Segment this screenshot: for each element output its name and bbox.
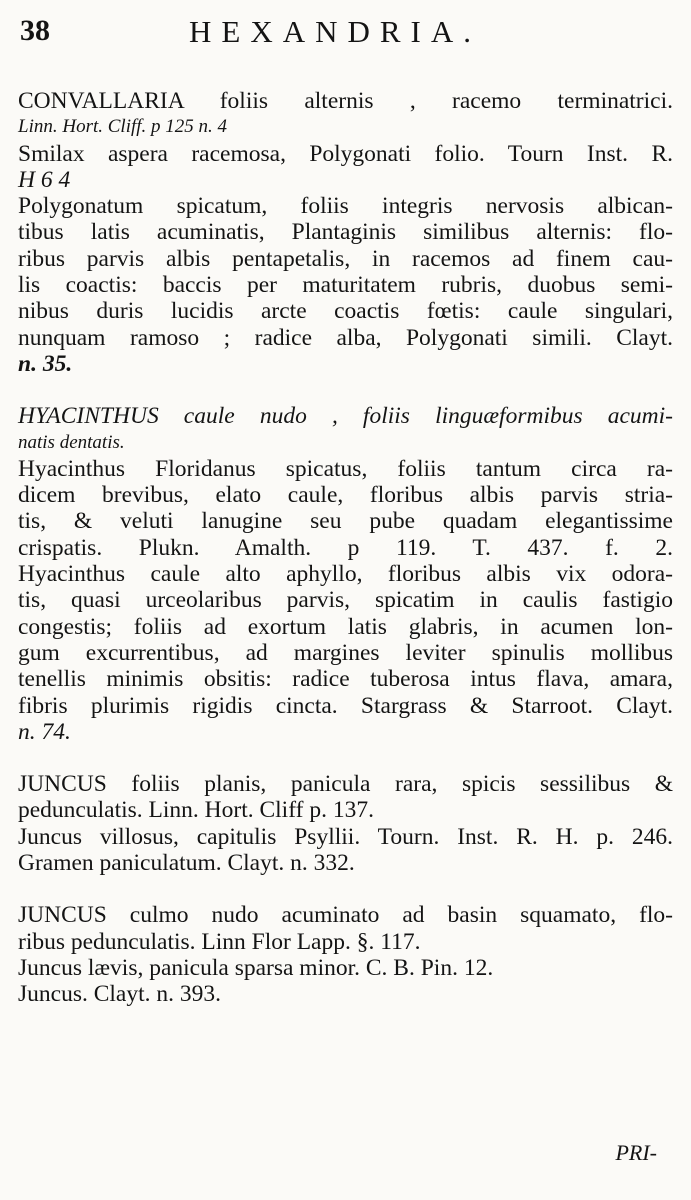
text-line: Polygonatum spicatum, foliis integris nervosis albican- xyxy=(18,193,673,220)
text-line: tenellis minimis obsitis: radice tuberosa intus flava, amara, xyxy=(18,666,673,693)
text-line: crispatis. Plukn. Amalth. p 119. T. 437. f. 2. xyxy=(18,534,673,561)
text-line: ribus pedunculatis. Linn Flor Lapp. §. 117. xyxy=(18,928,421,955)
text-line: JUNCUS culmo nudo acuminato ad basin squamato, flo- xyxy=(18,902,673,929)
text-line: nibus duris lucidis arcte coactis fœtis: caule singulari, xyxy=(18,298,673,325)
page-number: 38 xyxy=(20,14,50,47)
text-line: dicem brevibus, elato caule, floribus albis parvis stria- xyxy=(18,482,673,509)
section-gap xyxy=(18,745,673,771)
text-line: Hyacinthus caule alto aphyllo, floribus albis vix odora- xyxy=(18,561,673,588)
text-line: nunquam ramoso ; radice alba, Polygonati simili. Clayt. xyxy=(18,324,673,351)
text-line: pedunculatis. Linn. Hort. Cliff p. 137. xyxy=(18,797,374,824)
text-line: tis, quasi urceolaribus parvis, spicatim in caulis fastigio xyxy=(18,587,673,614)
text-line: JUNCUS foliis planis, panicula rara, spicis sessilibus & xyxy=(18,771,673,798)
text-line: CONVALLARIA foliis alternis , racemo terminatrici. xyxy=(18,88,673,114)
text-line: Juncus. Clayt. n. 393. xyxy=(18,981,222,1008)
text-line: ribus parvis albis pentapetalis, in racemos ad finem cau- xyxy=(18,245,673,272)
text-line: Linn. Hort. Cliff. p 125 n. 4 xyxy=(18,116,228,138)
text-line: Juncus villosus, capitulis Psyllii. Tourn. Inst. R. H. p. 246. xyxy=(18,823,673,850)
text-line: lis coactis: baccis per maturitatem rubris, duobus semi- xyxy=(18,272,673,299)
text-line: tis, & veluti lanugine seu pube quadam elegantissime xyxy=(18,508,673,535)
catchword: PRI- xyxy=(615,1140,657,1165)
text-line: Juncus lævis, panicula sparsa minor. C. B. Pin. 12. xyxy=(18,954,494,981)
page-header xyxy=(14,8,674,52)
text-body xyxy=(18,88,673,1008)
text-line: n. 35. xyxy=(18,350,73,377)
text-line: Hyacinthus Floridanus spicatus, foliis tantum circa ra- xyxy=(18,455,673,482)
text-line: tibus latis acuminatis, Plantaginis similibus alternis: flo- xyxy=(18,219,673,246)
text-line: congestis; foliis ad exortum latis glabris, in acumen lon- xyxy=(18,613,673,640)
text-line: n. 74. xyxy=(18,718,71,745)
text-line: natis dentatis. xyxy=(18,431,125,453)
text-line: H 6 4 xyxy=(18,166,71,193)
section-gap xyxy=(18,876,673,902)
text-line: Smilax aspera racemosa, Polygonati folio. Tourn Inst. R. xyxy=(18,140,673,167)
text-line: HYACINTHUS caule nudo , foliis linguæformibus acumi- xyxy=(18,403,673,430)
text-line: gum excurrentibus, ad margines leviter spinulis mollibus xyxy=(18,639,673,666)
section-gap xyxy=(18,377,673,403)
text-line: Gramen paniculatum. Clayt. n. 332. xyxy=(18,850,355,877)
text-line: fibris plurimis rigidis cincta. Stargrass & Starroot. Clayt. xyxy=(18,692,673,719)
running-title: HEXANDRIA. xyxy=(189,14,482,49)
